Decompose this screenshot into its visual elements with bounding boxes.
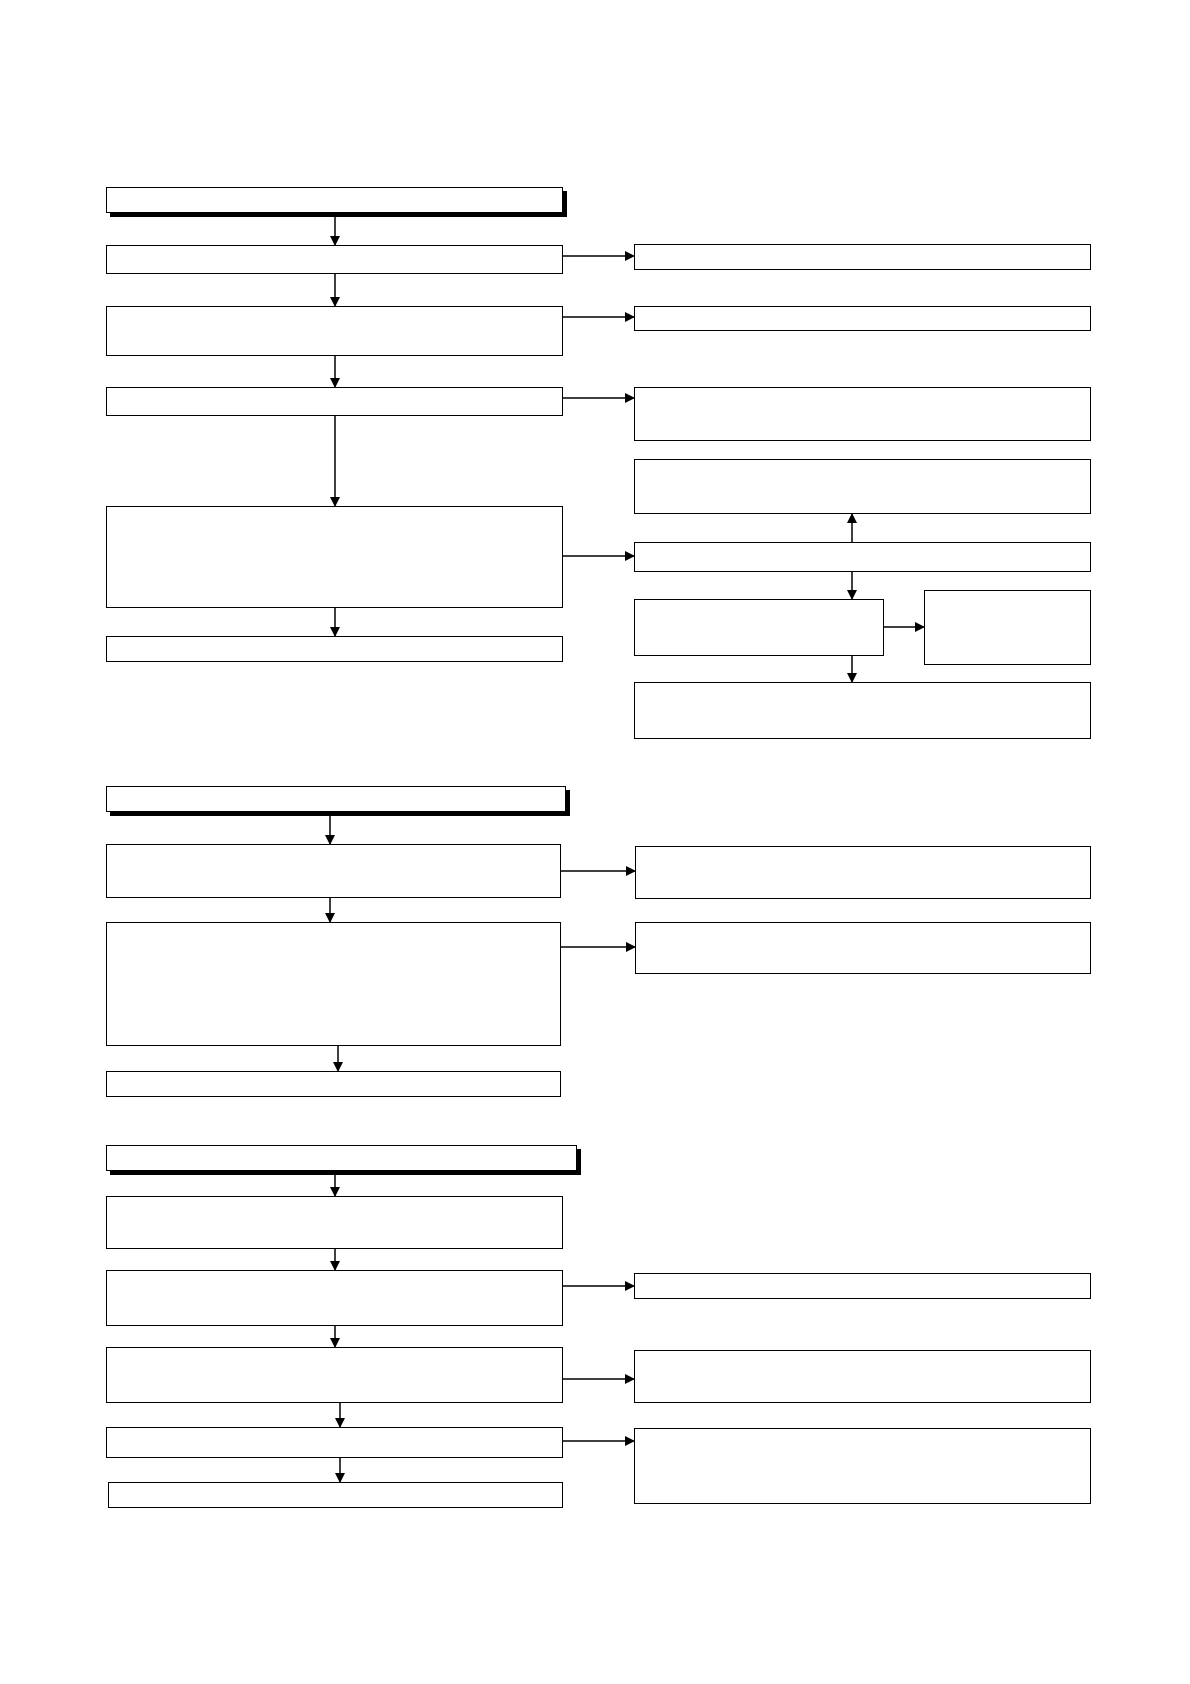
flowchart-1-branch-upper-result	[634, 459, 1091, 514]
flowchart-1-step-4	[106, 506, 563, 608]
flowchart-1-step-5	[106, 636, 563, 662]
flowchart-3-step-4	[106, 1427, 563, 1458]
flowchart-3-step-4-outcome	[634, 1428, 1091, 1504]
flowchart-3-step-2-outcome	[634, 1273, 1091, 1299]
flowchart-2-step-1	[106, 844, 561, 898]
flowchart-1-branch-side-result	[924, 590, 1091, 665]
flowchart-1-step-2-outcome	[634, 306, 1091, 331]
flowchart-2-step-2-outcome	[635, 922, 1091, 974]
flowchart-2-step-1-outcome	[635, 846, 1091, 899]
flowchart-3-title	[106, 1145, 577, 1171]
flowchart-1-branch-lower-result	[634, 682, 1091, 739]
flowchart-1-branch-decision	[634, 599, 884, 656]
flowchart-1-step-4-outcome	[634, 542, 1091, 572]
flowchart-1-step-3-outcome	[634, 387, 1091, 441]
flowchart-1-step-1	[106, 245, 563, 274]
flowchart-3-step-3	[106, 1347, 563, 1403]
flowchart-1-step-3	[106, 387, 563, 416]
flowchart-3-step-5	[108, 1482, 563, 1508]
flowchart-1-title	[106, 187, 563, 213]
flowchart-3-step-2	[106, 1270, 563, 1326]
flowchart-2-step-3	[106, 1071, 561, 1097]
flowchart-2-title	[106, 786, 566, 812]
flowchart-3-step-1	[106, 1196, 563, 1249]
flowchart-2-step-2	[106, 922, 561, 1046]
flowchart-1-step-2	[106, 306, 563, 356]
flowchart-3-step-3-outcome	[634, 1350, 1091, 1403]
flowchart-1-step-1-outcome	[634, 244, 1091, 270]
